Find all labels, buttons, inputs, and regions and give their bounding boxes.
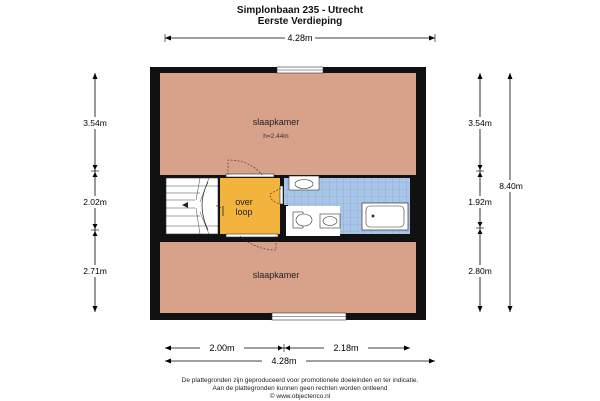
left-dimension xyxy=(76,73,114,312)
disclaimer-line-2: Aan de plattegronden kunnen geen rechten worden ontleend xyxy=(212,385,388,392)
disclaimer-line-1: De plattegronden zijn geproduceerd voor promotionele doeleinden en ter indicatie. xyxy=(181,377,419,384)
left-dim-2: 2.02m xyxy=(83,197,107,207)
landing-label-1: over xyxy=(235,197,253,207)
bottom-bedroom-label: slaapkamer xyxy=(252,270,300,280)
top-bedroom-label: slaapkamer xyxy=(252,117,300,127)
bathtub-icon xyxy=(362,203,408,230)
washbasin-icon xyxy=(289,176,319,190)
top-dimension xyxy=(165,31,435,44)
sink-icon xyxy=(320,214,340,228)
top-total-label: 4.28m xyxy=(287,33,313,43)
window-top xyxy=(277,67,323,73)
right-dim-3: 2.80m xyxy=(468,266,492,276)
bottom-dim-2: 2.18m xyxy=(333,343,359,353)
left-dim-3: 2.71m xyxy=(83,266,107,276)
right-dim-2: 1.92m xyxy=(468,197,492,207)
bottom-total-label: 4.28m xyxy=(271,356,297,366)
right-dim-1: 3.54m xyxy=(468,118,492,128)
bathroom xyxy=(284,176,410,241)
bottom-dimension xyxy=(165,342,435,367)
left-dim-1: 3.54m xyxy=(83,118,107,128)
address-title: Simplonbaan 235 - Utrecht xyxy=(236,5,364,16)
staircase xyxy=(166,178,218,234)
ceiling-height-label: h=2.44m xyxy=(263,133,289,140)
landing-label-2: loop xyxy=(235,207,253,217)
bottom-dim-1: 2.00m xyxy=(209,343,235,353)
right-total-label: 8.40m xyxy=(499,181,523,191)
copyright: © www.objectenco.nl xyxy=(269,393,331,400)
right-dimension xyxy=(461,73,529,312)
floor-title: Eerste Verdieping xyxy=(257,16,343,27)
window-bottom xyxy=(272,313,346,320)
